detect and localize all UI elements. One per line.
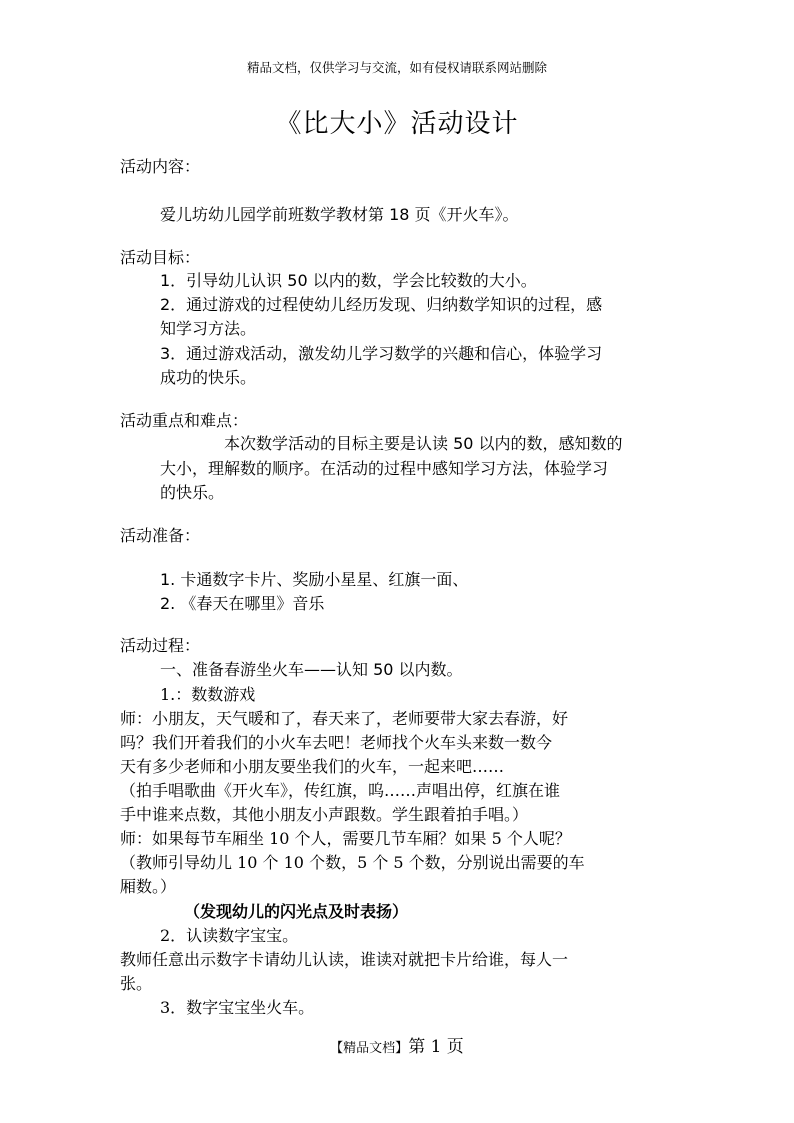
process-line: 2．认读数字宝宝。 bbox=[160, 926, 299, 945]
process-line: 师：如果每节车厢坐 10 个人，需要几节车厢？如果 5 个人呢？ bbox=[120, 829, 571, 848]
page-number: 第 1 页 bbox=[408, 1037, 464, 1057]
goal-line: 3．通过游戏活动，激发幼儿学习数学的兴趣和信心，体验学习 bbox=[160, 344, 603, 363]
process-line: 张。 bbox=[120, 974, 153, 993]
document-title: 《比大小》活动设计 bbox=[275, 109, 519, 139]
prep-item: 1. 卡通数字卡片、奖励小星星、红旗一面、 bbox=[160, 570, 469, 589]
process-note: （发现幼儿的闪光点及时表扬） bbox=[184, 902, 409, 921]
goal-line: 1．引导幼儿认识 50 以内的数，学会比较数的大小。 bbox=[160, 271, 537, 290]
page-footer bbox=[0, 1032, 794, 1057]
process-line: 教师任意出示数字卡请幼儿认读，谁读对就把卡片给谁，每人一 bbox=[120, 950, 569, 969]
prep-item: 2. 《春天在哪里》音乐 bbox=[160, 594, 325, 613]
process-line: 一、准备春游坐火车——认知 50 以内数。 bbox=[160, 660, 463, 679]
goal-line: 知学习方法。 bbox=[160, 319, 257, 338]
content-text: 爱儿坊幼儿园学前班数学教材第 18 页《开火车》。 bbox=[160, 205, 519, 224]
section-label-keypoints: 活动重点和难点： bbox=[120, 411, 249, 430]
section-label-prep: 活动准备： bbox=[120, 526, 201, 545]
page-header: 精品文档，仅供学习与交流，如有侵权请联系网站删除 bbox=[246, 60, 547, 75]
process-line: 手中谁来点数，其他小朋友小声跟数。学生跟着拍手唱。） bbox=[120, 805, 529, 824]
goal-line: 2．通过游戏的过程使幼儿经历发现、归纳数学知识的过程，感 bbox=[160, 295, 603, 314]
section-label-process: 活动过程： bbox=[120, 636, 201, 655]
process-line: 天有多少老师和小朋友要坐我们的火车，一起来吧…… bbox=[120, 757, 505, 776]
process-line: 吗？我们开着我们的小火车去吧！老师找个火车头来数一数今 bbox=[120, 733, 553, 752]
process-line: 厢数。） bbox=[120, 877, 177, 896]
keypoint-line: 大小，理解数的顺序。在活动的过程中感知学习方法，体验学习 bbox=[160, 459, 609, 478]
process-line: （拍手唱歌曲《开火车》，传红旗，呜……声唱出停，红旗在谁 bbox=[120, 781, 561, 800]
process-line: 师：小朋友，天气暖和了，春天来了，老师要带大家去春游，好 bbox=[120, 709, 569, 728]
section-label-content: 活动内容： bbox=[120, 157, 201, 176]
keypoint-line: 本次数学活动的目标主要是认读 50 以内的数，感知数的 bbox=[224, 434, 623, 453]
process-line: 1.：数数游戏 bbox=[160, 685, 256, 704]
process-line: （教师引导幼儿 10 个 10 个数，5 个 5 个数，分别说出需要的车 bbox=[120, 853, 585, 872]
goal-line: 成功的快乐。 bbox=[160, 368, 257, 387]
footer-prefix: 【精品文档】 bbox=[330, 1041, 409, 1056]
section-label-goals: 活动目标： bbox=[120, 248, 201, 267]
process-line: 3．数字宝宝坐火车。 bbox=[160, 998, 315, 1017]
keypoint-line: 的快乐。 bbox=[160, 483, 225, 502]
